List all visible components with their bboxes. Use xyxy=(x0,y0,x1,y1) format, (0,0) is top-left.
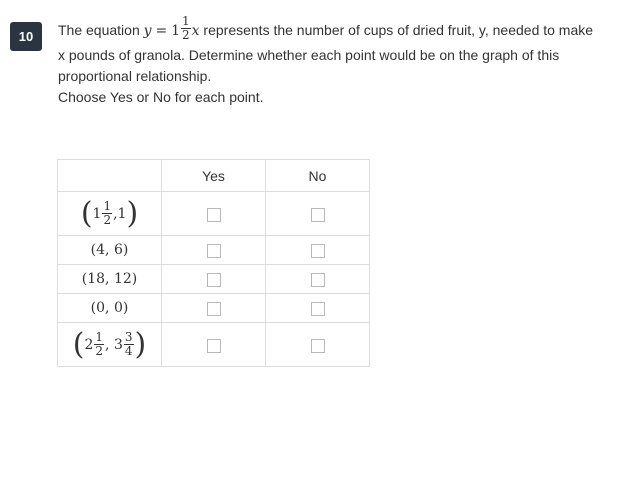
equation-fraction xyxy=(181,15,191,42)
point-numerator: 1 xyxy=(103,199,112,213)
table-row xyxy=(58,265,370,294)
point-label-2: (4, 6) xyxy=(58,236,162,265)
point-second: 1 xyxy=(117,205,127,222)
text-before-equation: The equation xyxy=(58,22,140,39)
point-denominator-2: 4 xyxy=(124,344,133,358)
comma: , xyxy=(113,205,118,222)
question-number-badge xyxy=(10,22,42,51)
no-checkbox[interactable] xyxy=(311,273,325,287)
yes-checkbox[interactable] xyxy=(207,208,221,222)
no-checkbox[interactable] xyxy=(311,244,325,258)
yes-checkbox[interactable] xyxy=(207,339,221,353)
no-cell[interactable] xyxy=(266,265,370,294)
instruction-text: Choose Yes or No for each point. xyxy=(58,89,264,105)
no-checkbox[interactable] xyxy=(311,302,325,316)
equation-numerator: 1 xyxy=(181,14,190,28)
header-yes: Yes xyxy=(162,160,266,192)
question-number: 10 xyxy=(18,29,34,44)
point-denominator-1: 2 xyxy=(95,344,104,358)
choice-table xyxy=(57,159,370,367)
question-prompt xyxy=(58,14,598,108)
point-fraction-2 xyxy=(124,331,134,358)
point-numerator-2: 3 xyxy=(124,330,133,344)
question-text xyxy=(58,14,598,87)
table-row xyxy=(58,294,370,323)
yes-cell[interactable] xyxy=(162,294,266,323)
table-header-row xyxy=(58,160,370,192)
point-label-1 xyxy=(58,192,162,236)
yes-cell[interactable] xyxy=(162,265,266,294)
table-row xyxy=(58,323,370,367)
equation-lhs: y xyxy=(143,23,152,40)
open-paren: ( xyxy=(72,326,85,362)
point-fraction xyxy=(102,200,112,227)
table-row xyxy=(58,192,370,236)
yes-checkbox[interactable] xyxy=(207,302,221,316)
comma: , xyxy=(105,336,110,353)
yes-cell[interactable] xyxy=(162,192,266,236)
point-whole-1: 2 xyxy=(84,336,94,353)
no-checkbox[interactable] xyxy=(311,208,325,222)
no-checkbox[interactable] xyxy=(311,339,325,353)
point-whole: 1 xyxy=(92,205,102,222)
header-point xyxy=(58,160,162,192)
yes-checkbox[interactable] xyxy=(207,273,221,287)
equation-equals: = xyxy=(155,23,168,40)
yes-cell[interactable] xyxy=(162,236,266,265)
no-cell[interactable] xyxy=(266,323,370,367)
point-label-4: (0, 0) xyxy=(58,294,162,323)
point-whole-2: 3 xyxy=(113,336,123,353)
open-paren: ( xyxy=(80,195,93,231)
point-numerator-1: 1 xyxy=(95,330,104,344)
no-cell[interactable] xyxy=(266,192,370,236)
close-paren: ) xyxy=(134,326,147,362)
no-cell[interactable] xyxy=(266,236,370,265)
header-no: No xyxy=(266,160,370,192)
equation-denominator: 2 xyxy=(181,28,190,42)
point-label-3: (18, 12) xyxy=(58,265,162,294)
text-after-equation: represents the number of cups of dried fruit, y, needed to make x pounds of granola. Determine whether each point would be on the graph of this proportional relationship. xyxy=(58,22,594,84)
point-denominator: 2 xyxy=(103,213,112,227)
close-paren: ) xyxy=(126,195,139,231)
point-label-5 xyxy=(58,323,162,367)
yes-cell[interactable] xyxy=(162,323,266,367)
no-cell[interactable] xyxy=(266,294,370,323)
yes-checkbox[interactable] xyxy=(207,244,221,258)
equation-variable: x xyxy=(191,23,200,40)
point-fraction-1 xyxy=(94,331,104,358)
table-row xyxy=(58,236,370,265)
equation-whole: 1 xyxy=(171,23,180,40)
